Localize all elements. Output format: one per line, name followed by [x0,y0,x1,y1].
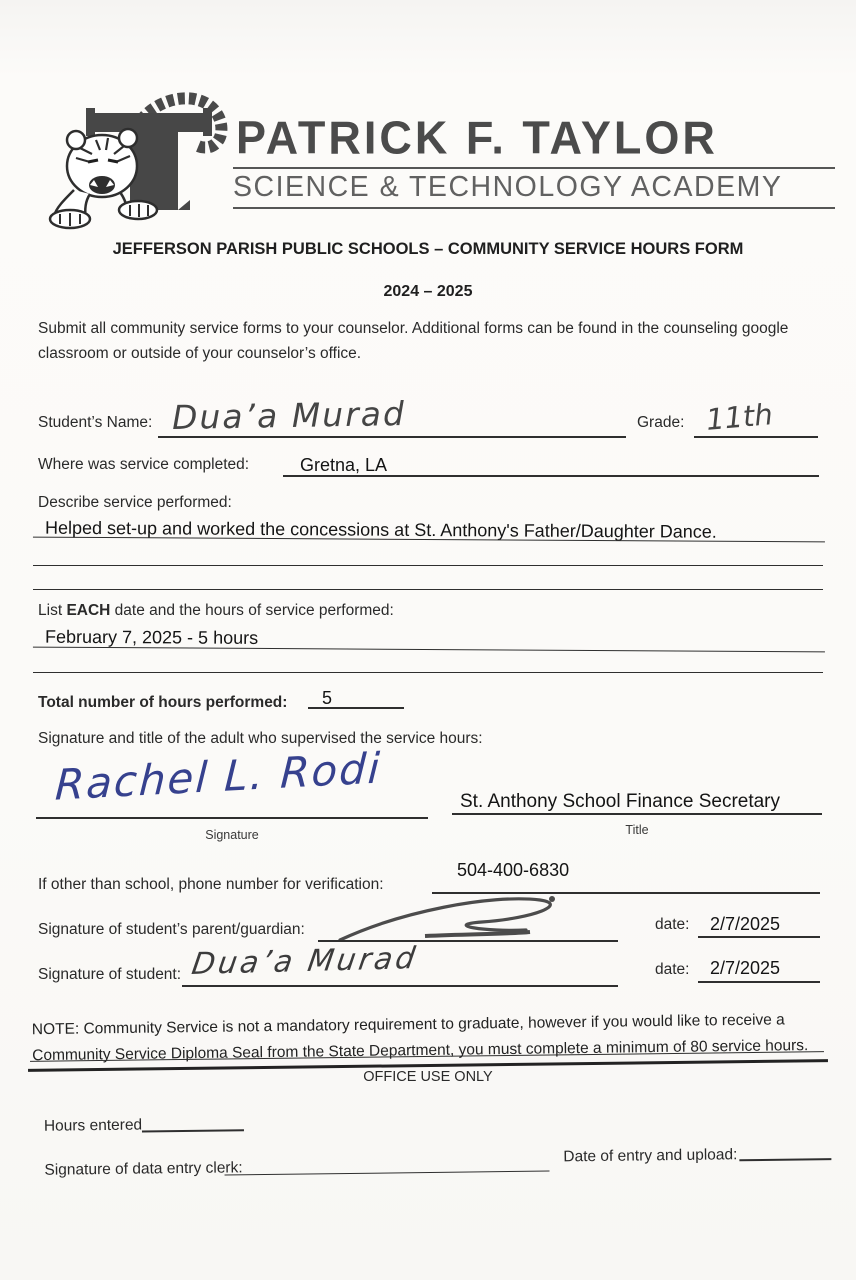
student-date-label: date: [655,961,690,978]
school-subtitle: SCIENCE & TECHNOLOGY ACADEMY [233,171,783,203]
data-entry-clerk-label: Signature of data entry clerk: [44,1159,243,1179]
phone-verification-value: 504-400-6830 [457,860,570,880]
total-hours-value: 5 [322,688,333,708]
service-dates-value: February 7, 2025 - 5 hours [44,626,259,648]
hours-entered-line [142,1129,244,1132]
supervisor-title-value: St. Anthony School Finance Secretary [460,791,781,812]
service-description-line-3 [33,589,823,590]
student-signature-label: Signature of student: [38,966,182,983]
service-location-line [283,475,819,477]
grade-label: Grade: [637,414,685,431]
service-location-label: Where was service completed: [38,456,250,473]
tiger-logo-icon [40,88,240,233]
supervisor-label: Signature and title of the adult who supervised the service hours: [38,730,483,747]
student-name-label: Student’s Name: [38,414,153,431]
student-signature-handwritten: Dua’a Murad [189,940,421,983]
service-description-value: Helped set-up and worked the concessions at St. Anthony's Father/Daughter Dance. [44,517,717,542]
student-name-handwritten-value: Dua’a Murad [171,393,407,438]
parent-date-line [698,936,820,938]
title-caption: Title [625,823,649,837]
service-dates-line-1 [33,647,825,653]
grade-line [694,436,818,438]
total-hours-label: Total number of hours performed: [38,694,288,711]
supervisor-signature-line [36,817,428,819]
phone-verification-label: If other than school, phone number for verification: [38,876,384,893]
entry-date-line [739,1158,831,1161]
supervisor-title-line [452,813,822,815]
service-dates-line-2 [33,672,823,673]
form-school-year: 2024 – 2025 [383,283,473,300]
school-name: PATRICK F. TAYLOR [236,110,718,164]
service-description-row [33,516,825,547]
school-subtitle-band [233,167,835,209]
student-name-line [158,436,626,438]
parent-date-label: date: [655,916,690,933]
grade-handwritten-value: 11th [704,397,775,437]
graduation-note: NOTE: Community Service is not a mandatory requirement to graduate, however if you would like to receive a Community Service Diploma Seal from the State Department, you must complete a minimum of 80 service hours. [31,1011,809,1065]
form-title: JEFFERSON PARISH PUBLIC SCHOOLS – COMMUNITY SERVICE HOURS FORM [112,240,744,258]
student-date-value: 2/7/2025 [710,958,781,978]
total-hours-line [308,707,404,709]
data-entry-clerk-line [225,1171,550,1176]
form-instructions: Submit all community service forms to your counselor. Additional forms can be found in the counseling google classroom or outside of your counselor’s office. [38,320,789,362]
supervisor-signature-handwritten: Rachel L. Rodi [53,743,383,810]
student-date-line [698,981,820,983]
tiger-logo [40,88,240,233]
service-location-value: Gretna, LA [300,455,388,475]
service-description-label: Describe service performed: [38,494,232,511]
service-dates-label: List EACH date and the hours of service performed: [38,602,394,619]
parent-signature-label: Signature of student’s parent/guardian: [38,921,305,938]
entry-date-label: Date of entry and upload: [563,1146,738,1166]
office-use-only-header: OFFICE USE ONLY [363,1069,493,1085]
hours-entered-label: Hours entered [43,1116,143,1135]
service-dates-row [33,625,825,656]
service-description-line-2 [33,565,823,566]
student-signature-line [182,985,618,987]
signature-caption: Signature [205,828,259,842]
parent-date-value: 2/7/2025 [710,914,781,934]
